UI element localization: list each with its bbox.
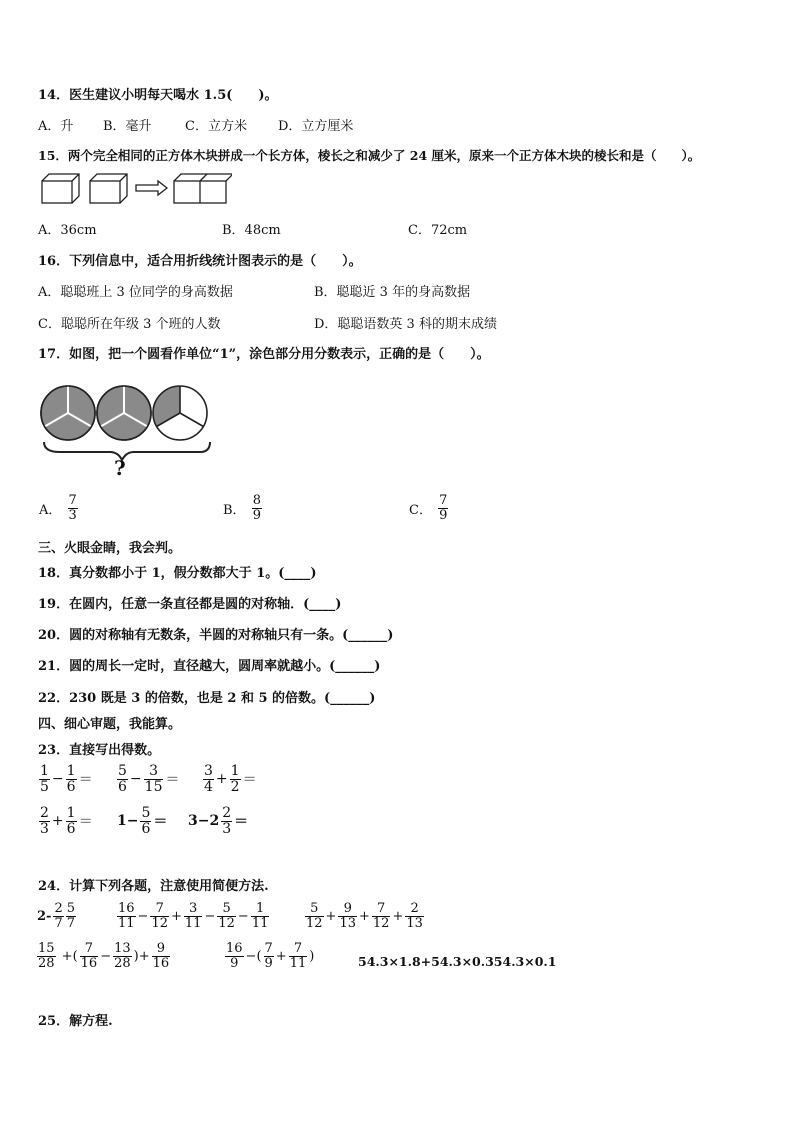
fraction: $\frac{7}{9}$ xyxy=(439,493,448,523)
q23-expr-3: $\frac{3}{4}$ + $\frac{1}{2}$ ＝ xyxy=(204,763,257,795)
q23-expr-5: 1− $\frac{5}{6}$ ＝ xyxy=(117,805,168,837)
question-21: 21．圆的周长一定时，直径越大，圆周率就越小。(______) xyxy=(38,659,381,674)
question-19: 19．在圆内，任意一条直径都是圆的对称轴．(____) xyxy=(38,597,342,612)
q24-expr-6: 54.3×1.8+54.3×0.354.3×0.1 xyxy=(358,954,557,969)
q23-expr-6: 3−2 $\frac{2}{3}$ ＝ xyxy=(188,805,249,837)
question-25: 25．解方程. xyxy=(38,1014,113,1029)
q16-option-b[interactable]: B．聪聪近 3 年的身高数据 xyxy=(314,285,471,300)
section-4-heading: 四、细心审题，我能算。 xyxy=(38,717,182,732)
q23-expr-4: $\frac{2}{3}$ + $\frac{1}{6}$ ＝ xyxy=(40,805,93,837)
q15-option-a[interactable]: A．36cm xyxy=(38,223,97,238)
question-14: 14．医生建议小明每天喝水 1.5( )。 xyxy=(38,88,278,103)
cubes-figure xyxy=(40,172,232,206)
question-20: 20．圆的对称轴有无数条，半圆的对称轴只有一条。(______) xyxy=(38,628,394,643)
q24-expr-1: 2- $\frac{2}{7}$ $\frac{5}{7}$ xyxy=(37,901,76,931)
section-3-heading: 三、火眼金睛，我会判。 xyxy=(38,541,182,556)
circles-figure xyxy=(40,384,216,480)
q14-option-d[interactable]: D．立方厘米 xyxy=(278,119,354,134)
question-18: 18．真分数都小于 1，假分数都大于 1。(____) xyxy=(38,566,317,581)
fraction: $\frac{7}{3}$ xyxy=(68,493,77,523)
q24-expr-4: $\frac{15}{28}$ +( $\frac{7}{16}$ − $\frac{13}{28}$ )+ $\frac{9}{16}$ xyxy=(38,941,170,971)
question-16: 16．下列信息中，适合用折线统计图表示的是（ ）。 xyxy=(38,254,362,269)
question-22: 22．230 既是 3 的倍数，也是 2 和 5 的倍数。(______) xyxy=(38,691,376,706)
q17-option-a[interactable]: A． $\frac{7}{3}$ xyxy=(39,493,77,523)
question-17: 17．如图，把一个圆看作单位“1”，涂色部分用分数表示，正确的是（ ）。 xyxy=(38,347,490,362)
q17-option-c[interactable]: C． $\frac{7}{9}$ xyxy=(409,493,448,523)
q24-expr-2: $\frac{16}{11}$ − $\frac{7}{12}$ + $\frac{3}{11}$ − $\frac{5}{12}$ − $\frac{1}{11}$ xyxy=(118,901,269,931)
q24-expr-5: $\frac{16}{9}$ −( $\frac{7}{9}$ + $\frac{7}{11}$ ) xyxy=(226,941,315,971)
q17-option-b[interactable]: B． $\frac{8}{9}$ xyxy=(223,493,261,523)
q23-expr-1: $\frac{1}{5}$ − $\frac{1}{6}$ ＝ xyxy=(40,763,93,795)
q14-option-a[interactable]: A．升 xyxy=(38,119,74,134)
question-15: 15．两个完全相同的正方体木块拼成一个长方体，棱长之和减少了 24 厘米，原来一个正方体木块的棱长和是（ ）。 xyxy=(38,148,701,163)
q16-option-a[interactable]: A．聪聪班上 3 位同学的身高数据 xyxy=(38,285,233,300)
q15-option-c[interactable]: C．72cm xyxy=(408,223,468,238)
fraction: $\frac{8}{9}$ xyxy=(252,493,261,523)
q16-option-d[interactable]: D．聪聪语数英 3 科的期末成绩 xyxy=(314,317,497,332)
q14-option-b[interactable]: B．毫升 xyxy=(103,119,152,134)
question-mark: ? xyxy=(114,456,126,480)
question-24: 24．计算下列各题，注意使用简便方法. xyxy=(38,879,269,894)
q23-expr-2: $\frac{5}{6}$ − $\frac{3}{15}$ ＝ xyxy=(118,763,180,795)
q15-option-b[interactable]: B．48cm xyxy=(222,223,281,238)
question-23: 23．直接写出得数。 xyxy=(38,743,161,758)
q14-option-c[interactable]: C．立方米 xyxy=(185,119,247,134)
q16-option-c[interactable]: C．聪聪所在年级 3 个班的人数 xyxy=(38,317,221,332)
q24-expr-3: $\frac{5}{12}$ + $\frac{9}{13}$ + $\frac{7}{12}$ + $\frac{2}{13}$ xyxy=(306,901,423,931)
